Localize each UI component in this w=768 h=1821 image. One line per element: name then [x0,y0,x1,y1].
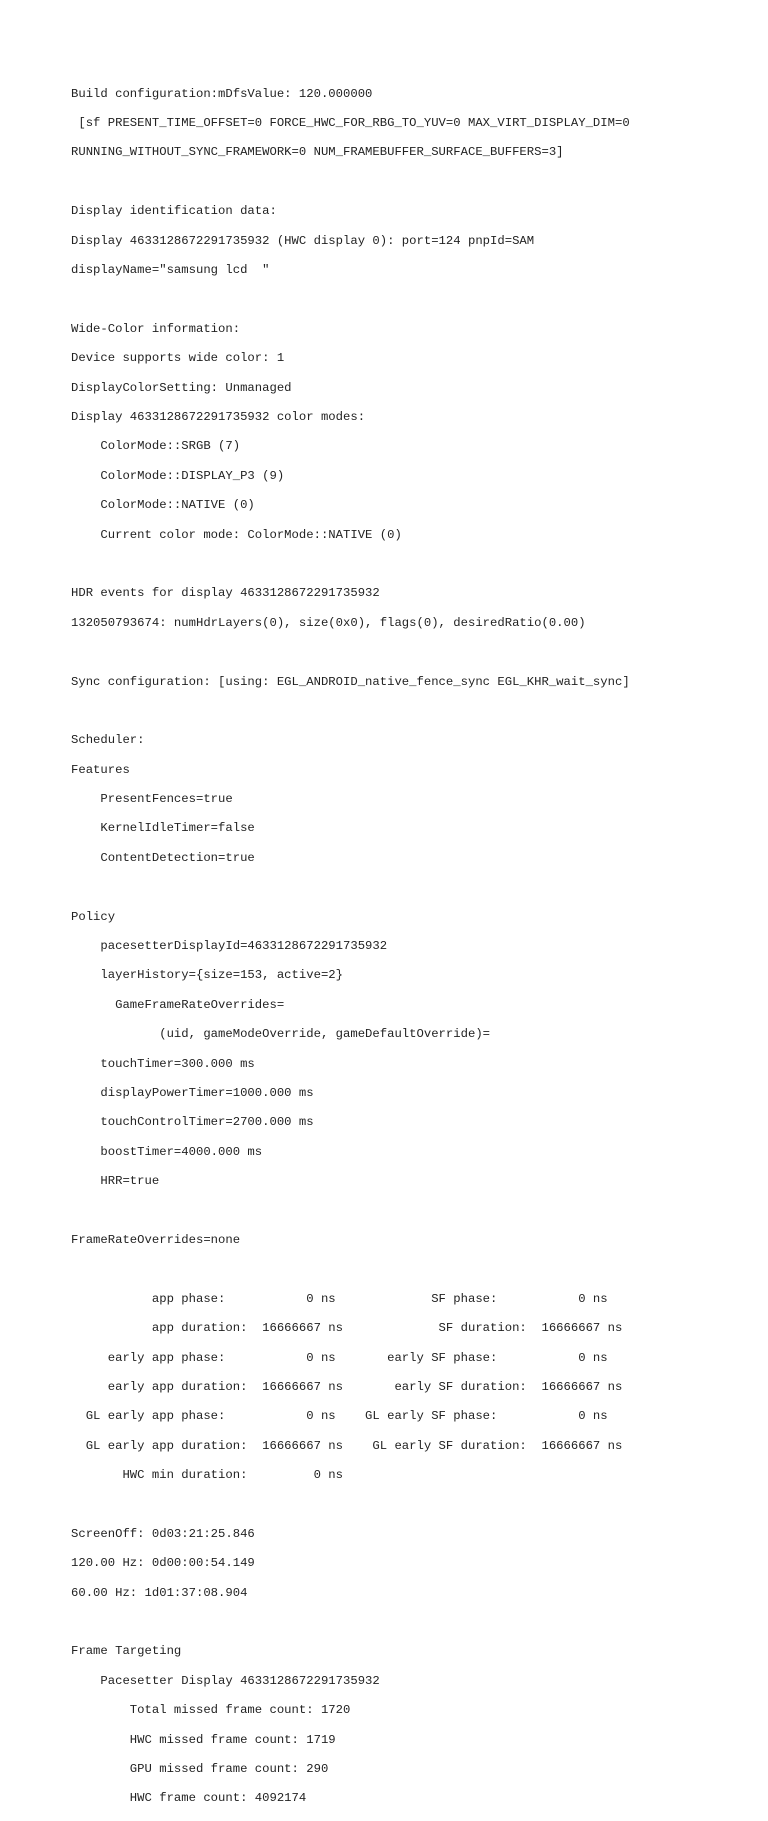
vsync-table-row: app phase: 0 ns SF phase: 0 ns [71,1291,608,1306]
blank-line [71,880,630,895]
text-line: GPU missed frame count: 290 [71,1761,329,1776]
blank-line [71,1204,630,1219]
vsync-table-row: GL early app duration: 16666667 ns GL early SF duration: 16666667 ns [71,1438,623,1453]
text-line: DisplayColorSetting: Unmanaged [71,380,292,395]
text-line: HWC frame count: 4092174 [71,1791,307,1806]
text-line: ScreenOff: 0d03:21:25.846 [71,1526,255,1541]
section-heading: Scheduler: [71,733,145,748]
text-line: Display 4633128672291735932 color modes: [71,410,366,424]
section-heading: Display identification data: [71,204,277,219]
text-line: HWC missed frame count: 1719 [71,1732,336,1747]
text-line: displayPowerTimer=1000.000 ms [71,1085,314,1100]
text-line: ContentDetection=true [71,850,255,865]
text-line: (uid, gameModeOverride, gameDefaultOverride)= [71,1027,491,1042]
text-line: Display 4633128672291735932 (HWC display 0): port=124 pnpId=SAM [71,233,535,248]
vsync-table-row: app duration: 16666667 ns SF duration: 16666667 ns [71,1321,623,1336]
text-line: Current color mode: ColorMode::NATIVE (0) [71,527,402,542]
blank-line [71,1262,630,1277]
text-line: touchControlTimer=2700.000 ms [71,1115,314,1130]
text-line: boostTimer=4000.000 ms [71,1144,263,1159]
section-heading: Sync configuration: [using: EGL_ANDROID_native_fence_sync EGL_KHR_wait_sync] [71,674,630,689]
text-line: pacesetterDisplayId=4633128672291735932 [71,939,388,954]
section-heading: Wide-Color information: [71,321,241,336]
text-line: 132050793674: numHdrLayers(0), size(0x0), flags(0), desiredRatio(0.00) [71,615,586,630]
blank-line [71,557,630,572]
vsync-table-row: early app duration: 16666667 ns early SF duration: 16666667 ns [71,1379,623,1394]
text-line: ColorMode::DISPLAY_P3 (9) [71,468,285,483]
text-line: touchTimer=300.000 ms [71,1056,255,1071]
blank-line [71,704,630,719]
vsync-table-row: GL early app phase: 0 ns GL early SF phase: 0 ns [71,1409,608,1424]
text-line: HRR=true [71,1174,160,1189]
blank-line [71,1615,630,1630]
section-heading: Frame Targeting [71,1644,182,1659]
text-line: KernelIdleTimer=false [71,821,255,836]
text-line: ColorMode::NATIVE (0) [71,498,255,513]
text-line: ColorMode::SRGB (7) [71,439,241,454]
text-line: 120.00 Hz: 0d00:00:54.149 [71,1556,255,1571]
text-line: displayName="samsung lcd " [71,263,270,278]
text-line: [sf PRESENT_TIME_OFFSET=0 FORCE_HWC_FOR_RBG_TO_YUV=0 MAX_VIRT_DISPLAY_DIM=0 [71,116,630,131]
text-line: Features [71,762,130,777]
text-line: 60.00 Hz: 1d01:37:08.904 [71,1585,248,1600]
blank-line [71,1497,630,1512]
section-heading: HDR events for display 4633128672291735932 [71,586,380,601]
blank-line [71,175,630,190]
text-line: Build configuration:mDfsValue: 120.000000 [71,86,373,101]
text-line: FrameRateOverrides=none [71,1232,241,1247]
section-heading: Policy [71,909,116,924]
text-line: RUNNING_WITHOUT_SYNC_FRAMEWORK=0 NUM_FRAMEBUFFER_SURFACE_BUFFERS=3] [71,145,564,160]
blank-line [71,292,630,307]
text-line: PresentFences=true [71,792,233,807]
vsync-table-row: early app phase: 0 ns early SF phase: 0 ns [71,1350,608,1365]
text-line: Device supports wide color: 1 [71,351,285,366]
text-line: Total missed frame count: 1720 [71,1703,351,1718]
text-line: Pacesetter Display 4633128672291735932 [71,1673,380,1688]
vsync-table-row: HWC min duration: 0 ns [71,1468,343,1483]
blank-line [71,645,630,660]
text-line: GameFrameRateOverrides= [71,997,285,1012]
dumpsys-text-output [71,72,630,1821]
text-line: layerHistory={size=153, active=2} [71,968,343,983]
